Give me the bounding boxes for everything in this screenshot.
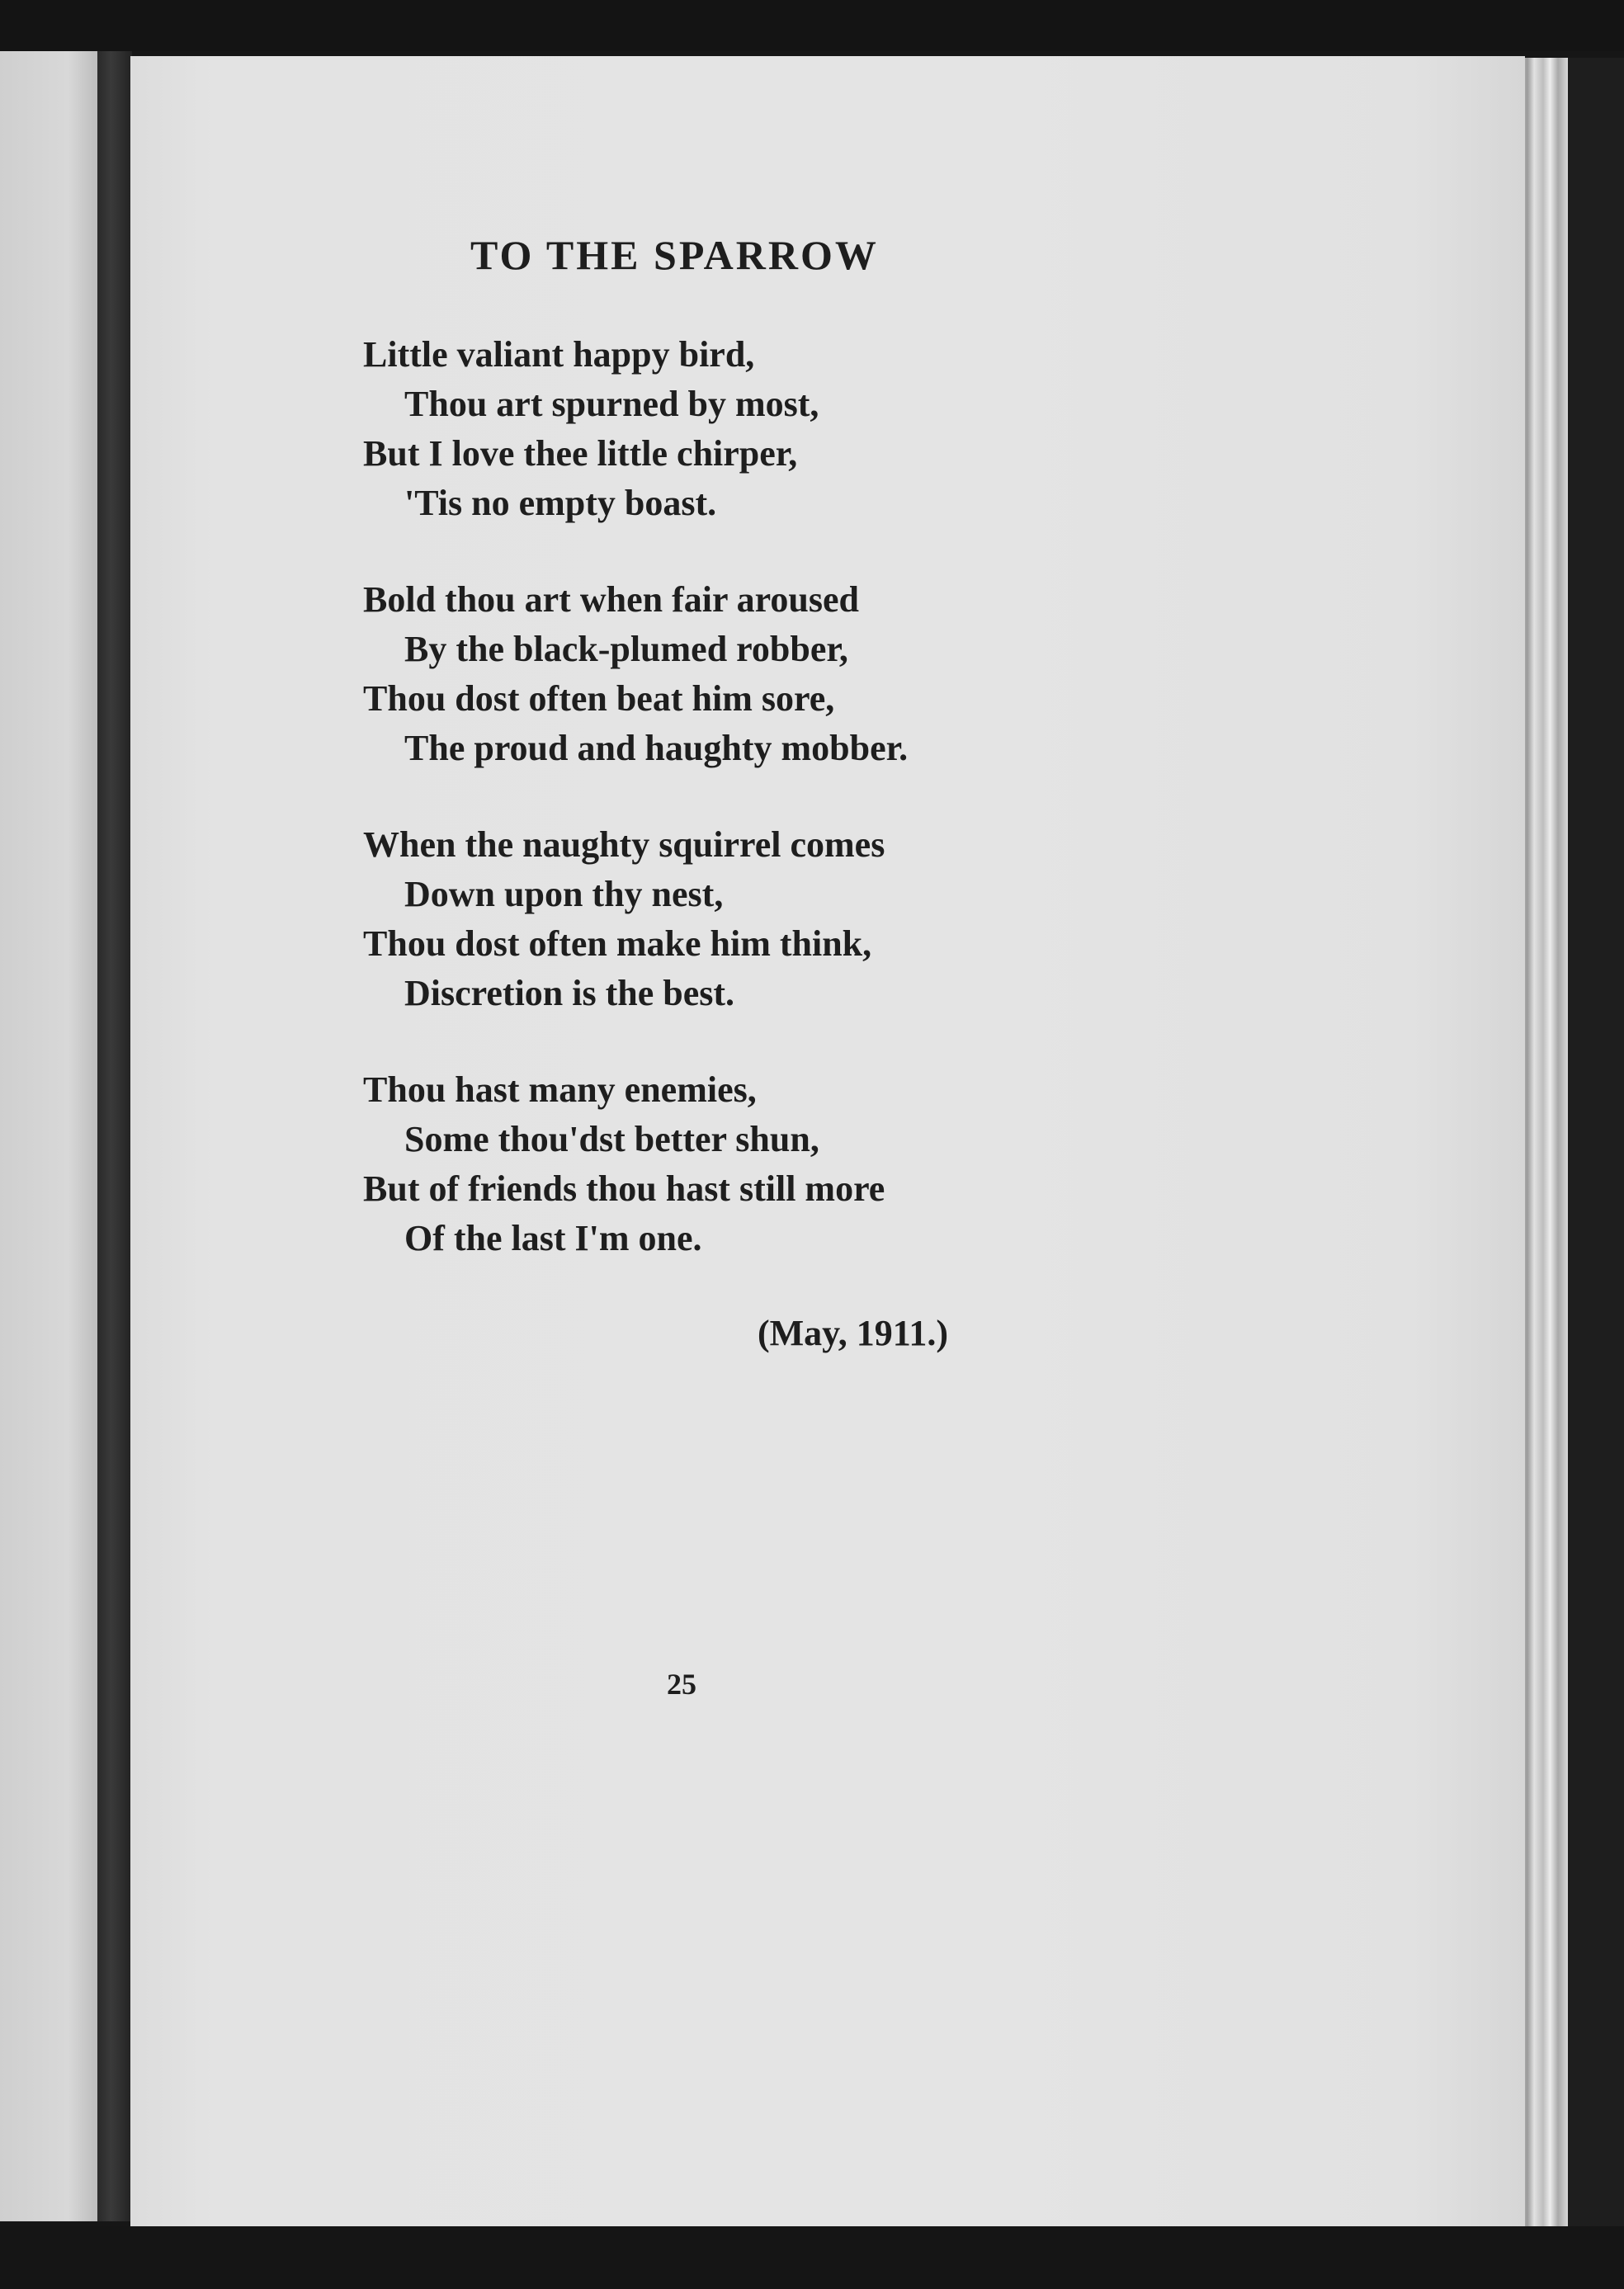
poem-line: Thou dost often beat him sore,	[363, 678, 835, 719]
poem-title: TO THE SPARROW	[470, 232, 879, 278]
poem-line: Thou art spurned by most,	[404, 384, 819, 424]
scan-bottom-border	[0, 2226, 1624, 2289]
poem-line: Thou dost often make him think,	[363, 923, 872, 964]
stanza-3	[363, 820, 885, 1018]
poem-line: Of the last I'm one.	[404, 1218, 702, 1258]
poem-line: Bold thou art when fair aroused	[363, 579, 860, 620]
poem-line: Some thou'dst better shun,	[404, 1119, 819, 1159]
poem-line: But I love thee little chirper,	[363, 433, 798, 474]
book-gutter	[97, 51, 132, 2221]
stanza-4	[363, 1065, 885, 1263]
stanza-2	[363, 575, 908, 773]
poem-line: Thou hast many enemies,	[363, 1069, 757, 1110]
poem-line: But of friends thou hast still more	[363, 1168, 885, 1209]
stanza-1	[363, 330, 819, 528]
scan-right-border	[1568, 58, 1624, 2236]
poem-line: By the black-plumed robber,	[404, 629, 848, 669]
poem-line: Little valiant happy bird,	[363, 334, 755, 375]
poem-line: The proud and haughty mobber.	[404, 728, 909, 768]
page-number: 25	[667, 1668, 696, 1701]
page-stack-edge	[1518, 58, 1568, 2236]
poem-dateline: (May, 1911.)	[758, 1313, 948, 1353]
scan-top-border	[0, 0, 1624, 51]
poem-line: 'Tis no empty boast.	[404, 483, 717, 523]
poem-line: Discretion is the best.	[404, 973, 735, 1013]
facing-page-edge	[0, 51, 97, 2221]
poem-line: When the naughty squirrel comes	[363, 824, 885, 865]
poem-line: Down upon thy nest,	[404, 874, 724, 914]
